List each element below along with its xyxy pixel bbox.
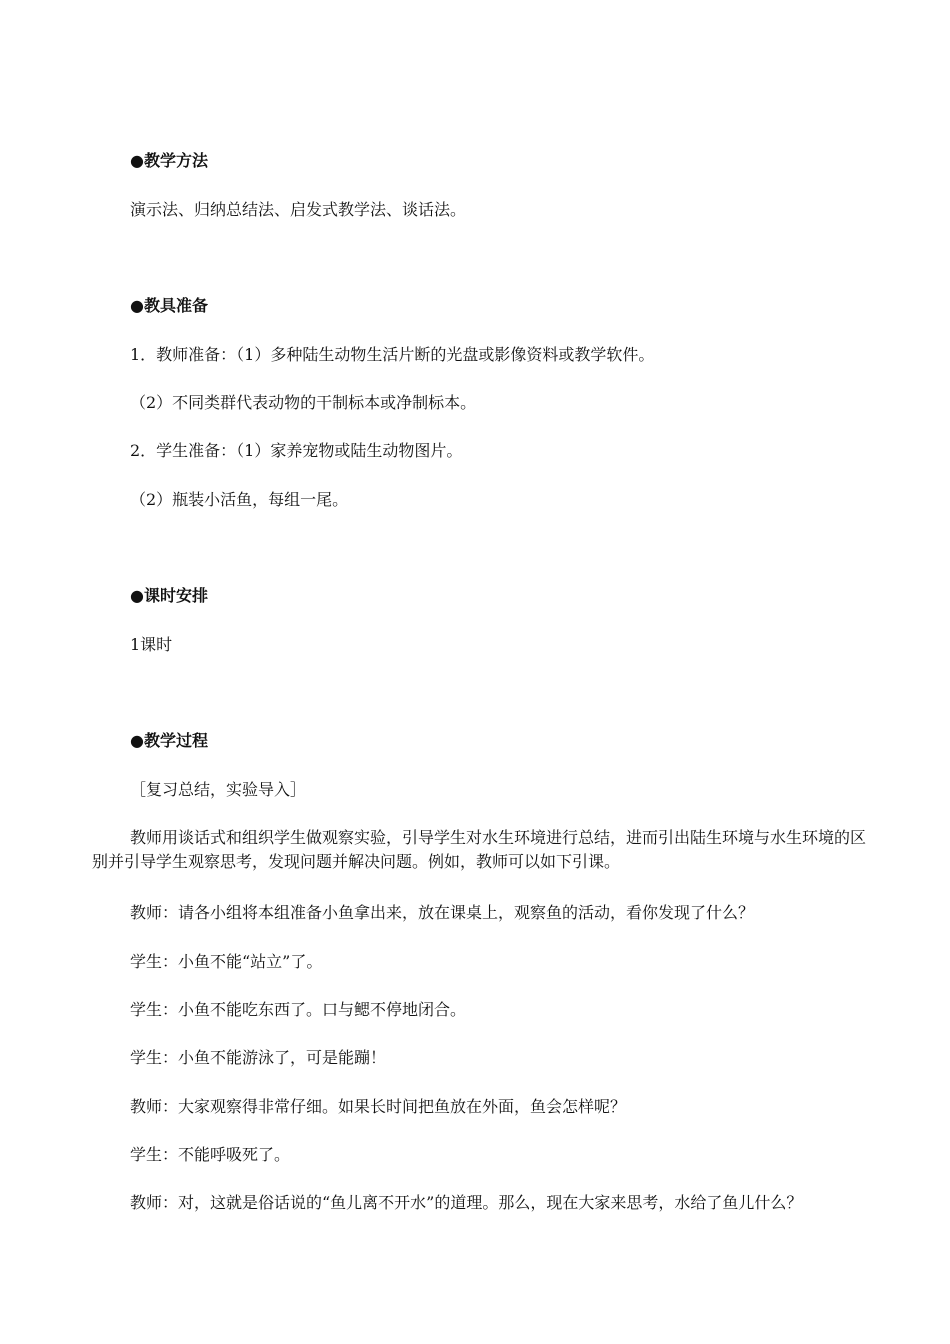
tools-line-2: （2）不同类群代表动物的干制标本或净制标本。 [130,393,477,412]
tools-heading: ●教具准备 [130,296,208,315]
process-closing [92,1191,870,1215]
method-heading: ●教学方法 [130,151,208,170]
process-intro-text: 教师用谈话式和组织学生做观察实验，引导学生对水生环境进行总结，进而引出陆生环境与水生环境的区别并引导学生观察思考，发现问题并解决问题。例如，教师可以如下引课。 [92,828,867,871]
dialogue-line-6: 学生：不能呼吸死了。 [130,1145,291,1164]
dialogue-line-2: 学生：小鱼不能“站立”了。 [130,952,323,971]
dialogue-line-1: 教师：请各小组将本组准备小鱼拿出来，放在课桌上，观察鱼的活动，看你发现了什么？ [130,903,755,922]
tools-line-4: （2）瓶装小活鱼，每组一尾。 [130,490,349,509]
process-intro [92,826,870,874]
process-heading: ●教学过程 [130,731,208,750]
dialogue-line-5: 教师：大家观察得非常仔细。如果长时间把鱼放在外面，鱼会怎样呢？ [130,1097,627,1116]
dialogue-line-3: 学生：小鱼不能吃东西了。口与鳃不停地闭合。 [130,1000,467,1019]
tools-line-1: 1．教师准备：（1）多种陆生动物生活片断的光盘或影像资料或教学软件。 [130,345,655,364]
schedule-heading: ●课时安排 [130,586,208,605]
method-text: 演示法、归纳总结法、启发式教学法、谈话法。 [130,200,467,219]
process-subheading: ［复习总结，实验导入］ [130,780,307,799]
tools-line-3: 2．学生准备：（1）家养宠物或陆生动物图片。 [130,441,463,460]
schedule-text: 1课时 [130,635,173,654]
process-closing-text: 教师：对，这就是俗话说的“鱼儿离不开水”的道理。那么，现在大家来思考，水给了鱼儿什么？ [130,1193,803,1212]
dialogue-line-4: 学生：小鱼不能游泳了，可是能蹦！ [130,1048,387,1067]
